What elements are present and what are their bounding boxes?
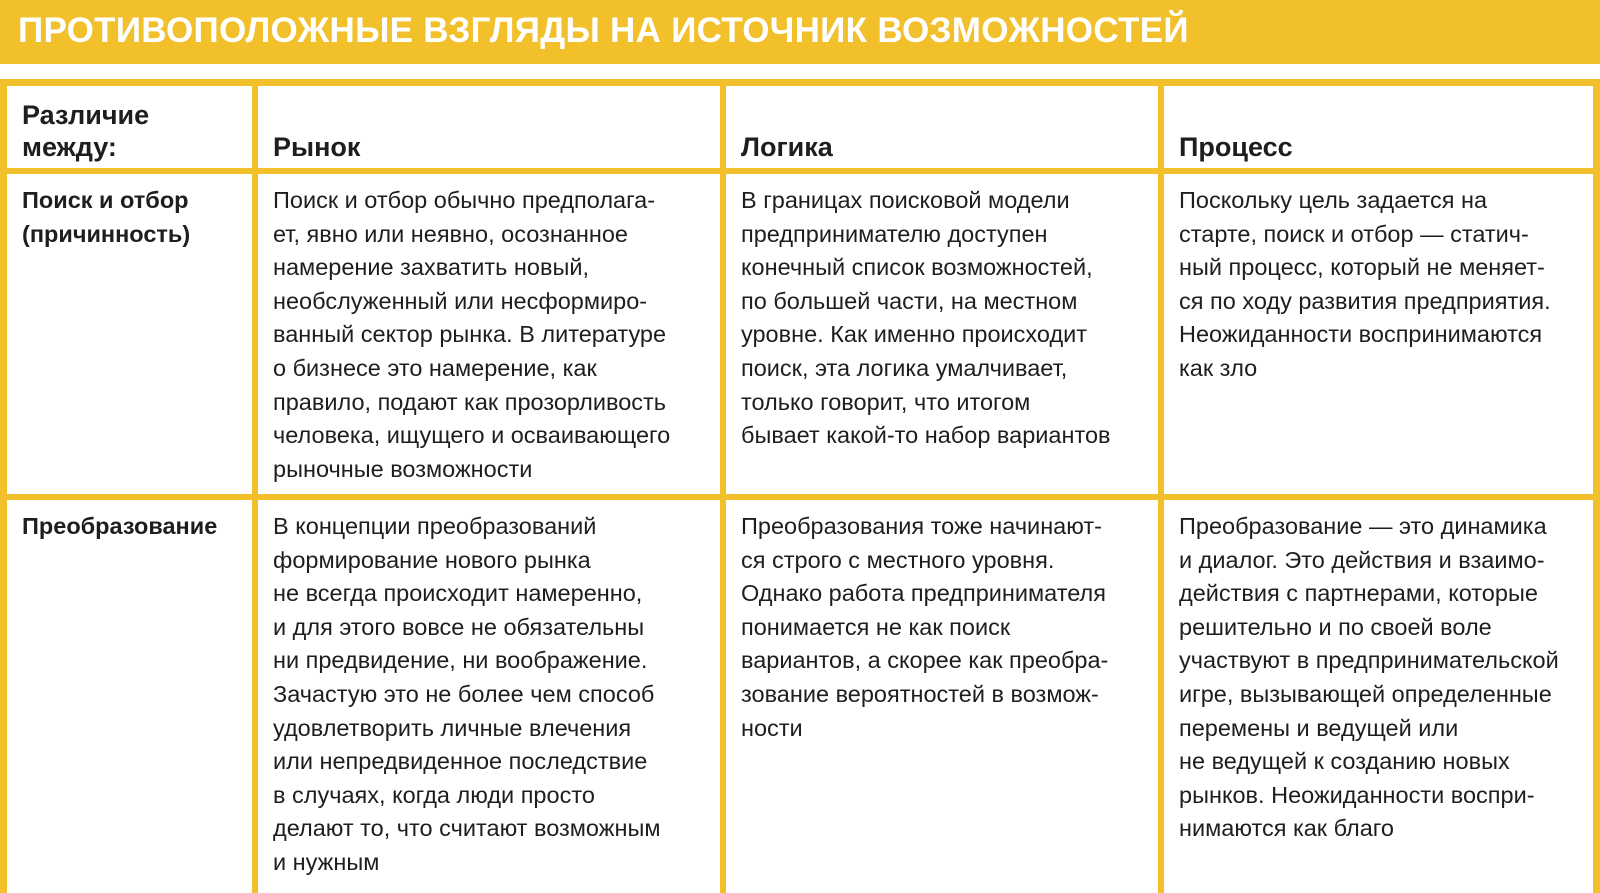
cell-transformation-logic: Преобразования тоже начинают- ся строго с местного уровня. Однако работа предпринимателя понимается не как поиск вариантов, а скорее как преобра- зование вероятностей в возмож- ности [726,500,1158,893]
comparison-table [0,79,1600,893]
header-market: Рынок [258,86,720,168]
header-logic: Логика [726,86,1158,168]
page-title: ПРОТИВОПОЛОЖНЫЕ ВЗГЛЯДЫ НА ИСТОЧНИК ВОЗМОЖНОСТЕЙ [18,11,1189,50]
cell-search-market: Поиск и отбор обычно предполага- ет, явно или неявно, осознанное намерение захватить новый, необслуженный или несформиро- ванный сектор рынка. В литературе о бизнесе это намерение, как правило, подают как прозорливость человека, ищущего и осваивающего рыночные возможности [258,174,720,494]
header-corner-cell: Различие между: [7,86,252,168]
header-process: Процесс [1164,86,1593,168]
cell-search-logic: В границах поисковой модели предпринимателю доступен конечный список возможностей, по большей части, на местном уровне. Как именно происходит поиск, эта логика умалчивает, только говорит, что итогом бывает какой-то набор вариантов [726,174,1158,494]
title-bar [0,0,1600,64]
cell-search-process: Поскольку цель задается на старте, поиск и отбор — статич- ный процесс, который не меняет- ся по ходу развития предприятия. Неожиданности воспринимаются как зло [1164,174,1593,494]
cell-transformation-market: В концепции преобразований формирование нового рынка не всегда происходит намеренно, и для этого вовсе не обязательны ни предвидение, ни воображение. Зачастую это не более чем способ удовлетворить личные влечения или непредвиденное последствие в случаях, когда люди просто делают то, что считают возможным и нужным [258,500,720,893]
row-label-search: Поиск и отбор (причинность) [7,174,252,494]
cell-transformation-process: Преобразование — это динамика и диалог. Это действия и взаимо- действия с партнерами, которые решительно и по своей воле участвуют в предпринимательской игре, вызывающей определенные перемены и ведущей или не ведущей к созданию новых рынков. Неожиданности воспри- нимаются как благо [1164,500,1593,893]
row-label-transformation: Преобразование [7,500,252,893]
